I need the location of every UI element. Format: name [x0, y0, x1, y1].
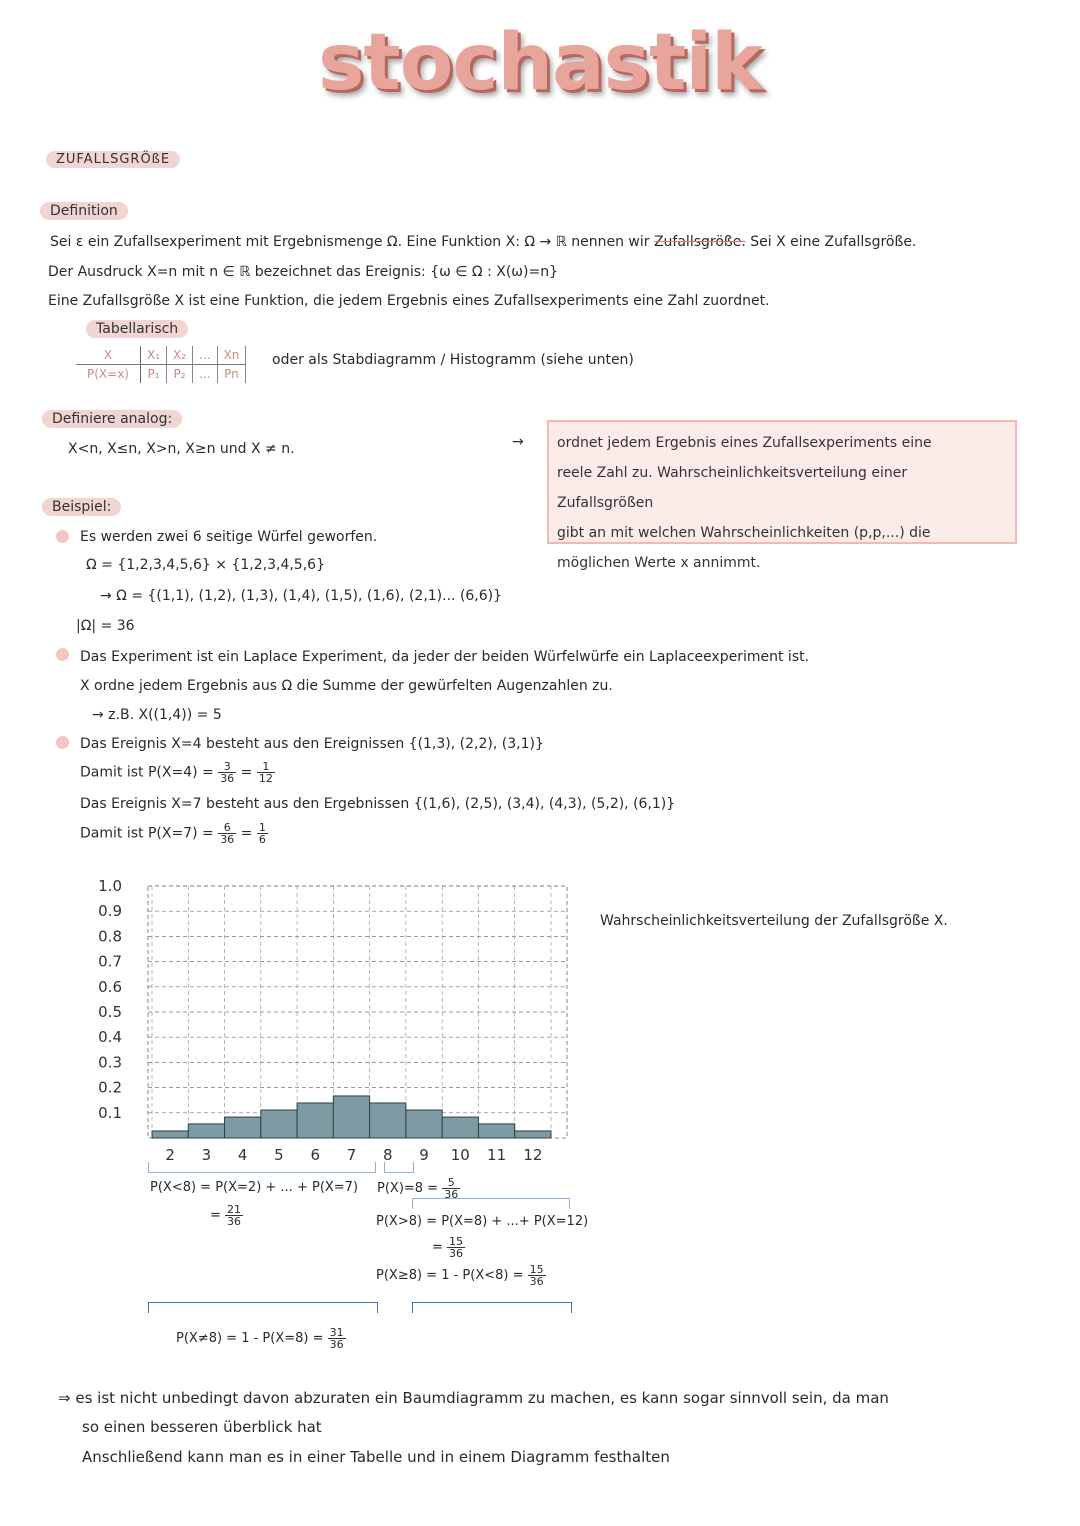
table-cell-pn: Pn	[217, 365, 246, 384]
definition-line-1b: Sei X eine Zufallsgröße.	[750, 234, 917, 250]
y-tick-label: 0.8	[98, 927, 122, 946]
definition-line-1a: Sei ε ein Zufallsexperiment mit Ergebnismenge Ω. Eine Funktion X: Ω → ℝ nennen wir	[50, 234, 650, 250]
annotation-lt8-value	[210, 1204, 243, 1227]
conclusion-line-2: so einen besseren überblick hat	[82, 1418, 322, 1436]
bracket-ne8-left	[148, 1302, 378, 1313]
bracket-gt8	[412, 1198, 570, 1209]
x-tick-label: 9	[419, 1146, 429, 1164]
example-b2-line3: → z.B. X((1,4)) = 5	[92, 707, 222, 723]
histogram-bar	[370, 1103, 406, 1138]
fraction: $\frac{3}{36}$	[220, 760, 235, 785]
section-tag: ZUFALLSGRÖßE	[46, 151, 180, 168]
fraction: $\frac{21}{36}$	[227, 1203, 242, 1228]
annotation-ne8-text: P(X≠8) = 1 - P(X=8) =	[176, 1331, 324, 1346]
example-omega: Ω = {1,2,3,4,5,6} × {1,2,3,4,5,6}	[86, 557, 325, 573]
y-tick-label: 0.4	[98, 1028, 122, 1047]
value-table	[76, 346, 246, 383]
analog-expression: X<n, X≤n, X>n, X≥n und X ≠ n.	[68, 441, 295, 457]
x-tick-label: 4	[237, 1146, 248, 1164]
histogram-bar	[188, 1124, 224, 1138]
tabular-side-note: oder als Stabdiagramm / Histogramm (siehe unten)	[272, 352, 634, 368]
histogram-bar	[442, 1117, 478, 1138]
table-header-xn: Xn	[217, 346, 246, 365]
y-tick-label: 1.0	[98, 877, 122, 895]
probability-histogram	[80, 870, 580, 1170]
x-tick-label: 11	[487, 1146, 507, 1164]
equals-sign: =	[210, 1208, 221, 1223]
equals-sign: =	[240, 825, 253, 842]
fraction: $\frac{6}{36}$	[220, 821, 235, 846]
tabular-label: Tabellarisch	[86, 320, 188, 338]
histogram-bar	[297, 1103, 333, 1138]
histogram-bar	[478, 1124, 514, 1138]
definition-line-3: Eine Zufallsgröße X ist eine Funktion, die jedem Ergebnis eines Zufallsexperiments eine Zahl zuordnet.	[48, 293, 770, 309]
x-tick-label: 10	[450, 1146, 470, 1164]
table-header-x2: X₂	[167, 346, 193, 365]
x-tick-label: 7	[346, 1146, 357, 1164]
annotation-eq8-text: P(X)=8 =	[377, 1181, 439, 1196]
annotation-ge8	[376, 1264, 546, 1287]
bracket-lt8	[148, 1162, 376, 1173]
chart-caption: Wahrscheinlichkeitsverteilung der Zufallsgröße X.	[600, 913, 948, 929]
bracket-ne8-right	[412, 1302, 572, 1313]
table-row-label: P(X=x)	[76, 365, 141, 384]
equals-sign: =	[240, 764, 253, 781]
bullet-icon	[56, 530, 69, 543]
x-tick-label: 8	[382, 1146, 393, 1164]
equals-sign: =	[432, 1240, 443, 1255]
x-tick-label: 5	[274, 1146, 284, 1164]
note-line-2: reele Zahl zu. Wahrscheinlichkeitsverteilung einer Zufallsgrößen	[557, 465, 908, 511]
annotation-ne8	[176, 1327, 346, 1350]
fraction: $\frac{1}{12}$	[258, 760, 273, 785]
example-b4-result	[80, 822, 268, 845]
example-b3-result	[80, 761, 275, 784]
histogram-bar	[406, 1110, 442, 1138]
y-tick-label: 0.5	[98, 1003, 122, 1021]
bullet-icon	[56, 736, 69, 749]
arrow-right-icon: →	[512, 434, 524, 450]
annotation-gt8: P(X>8) = P(X=8) + ...+ P(X=12)	[376, 1214, 589, 1229]
example-b3-prefix: Damit ist P(X=4) =	[80, 764, 214, 781]
y-tick-label: 0.1	[98, 1103, 122, 1122]
note-line-1: ordnet jedem Ergebnis eines Zufallsexperiments eine	[557, 435, 932, 451]
table-header-x1: X₁	[141, 346, 167, 365]
page-title: stochastik	[317, 18, 763, 108]
conclusion-line-3: Anschließend kann man es in einer Tabelle und in einem Diagramm festhalten	[82, 1448, 670, 1466]
note-line-4: möglichen Werte x annimmt.	[557, 555, 761, 571]
bullet-icon	[56, 648, 69, 661]
fraction: $\frac{5}{36}$	[444, 1176, 459, 1201]
definition-line-1	[50, 234, 916, 250]
x-tick-label: 6	[310, 1146, 321, 1164]
example-b4: Das Ereignis X=7 besteht aus den Ergebnissen {(1,6), (2,5), (3,4), (4,3), (5,2), (6,1)}	[80, 796, 676, 812]
example-cardinality: |Ω| = 36	[76, 618, 135, 634]
y-tick-label: 0.7	[98, 952, 122, 971]
annotation-gt8-value	[432, 1236, 465, 1259]
fraction: $\frac{1}{6}$	[258, 821, 266, 846]
example-b2: Das Experiment ist ein Laplace Experiment, da jeder der beiden Würfelwürfe ein Laplaceexperiment ist.	[80, 649, 810, 665]
annotation-eq8	[377, 1177, 460, 1200]
x-tick-label: 2	[165, 1146, 175, 1164]
x-tick-label: 3	[201, 1146, 212, 1164]
y-tick-label: 0.9	[98, 902, 122, 921]
table-cell-p1: P₁	[141, 365, 167, 384]
histogram-bar	[152, 1131, 188, 1138]
fraction: $\frac{15}{36}$	[529, 1263, 544, 1288]
conclusion-line-1: ⇒ es ist nicht unbedingt davon abzuraten ein Baumdiagramm zu machen, es kann sogar sinnvoll sein, da man	[58, 1389, 889, 1407]
example-b2-line2: X ordne jedem Ergebnis aus Ω die Summe der gewürfelten Augenzahlen zu.	[80, 678, 613, 694]
histogram-bar	[225, 1117, 261, 1138]
histogram-bar	[261, 1110, 297, 1138]
note-box	[547, 420, 1017, 571]
example-omega-list: → Ω = {(1,1), (1,2), (1,3), (1,4), (1,5), (1,6), (2,1)... (6,6)}	[100, 588, 503, 604]
y-tick-label: 0.2	[98, 1078, 122, 1097]
table-header-dots: ...	[193, 346, 217, 365]
definition-line-2: Der Ausdruck X=n mit n ∈ ℝ bezeichnet das Ereignis: {ω ∈ Ω : X(ω)=n}	[48, 264, 558, 280]
example-b1: Es werden zwei 6 seitige Würfel geworfen.	[80, 529, 378, 545]
bracket-eq8	[384, 1162, 414, 1173]
table-cell-p2: P₂	[167, 365, 193, 384]
annotation-lt8-text: P(X<8) = P(X=2) + ... + P(X=7)	[150, 1180, 359, 1195]
annotation-lt8	[150, 1180, 358, 1195]
y-tick-label: 0.3	[98, 1053, 122, 1072]
histogram-bar	[515, 1131, 551, 1138]
example-b4-prefix: Damit ist P(X=7) =	[80, 825, 214, 842]
example-label: Beispiel:	[42, 498, 121, 516]
note-line-3: gibt an mit welchen Wahrscheinlichkeiten (p,p,...) die	[557, 525, 931, 541]
x-tick-label: 12	[523, 1146, 543, 1164]
histogram-bar	[333, 1096, 369, 1138]
definition-label: Definition	[40, 202, 128, 220]
definition-line-1-strike: Zufallsgröße.	[653, 234, 746, 250]
fraction: $\frac{31}{36}$	[329, 1326, 344, 1351]
table-header-x: X	[76, 346, 141, 365]
annotation-ge8-text: P(X≥8) = 1 - P(X<8) =	[376, 1268, 524, 1283]
table-cell-dots: ...	[193, 365, 217, 384]
analog-label: Definiere analog:	[42, 410, 182, 428]
fraction: $\frac{15}{36}$	[449, 1235, 464, 1260]
example-b3: Das Ereignis X=4 besteht aus den Ereignissen {(1,3), (2,2), (3,1)}	[80, 736, 544, 752]
y-tick-label: 0.6	[98, 977, 122, 996]
